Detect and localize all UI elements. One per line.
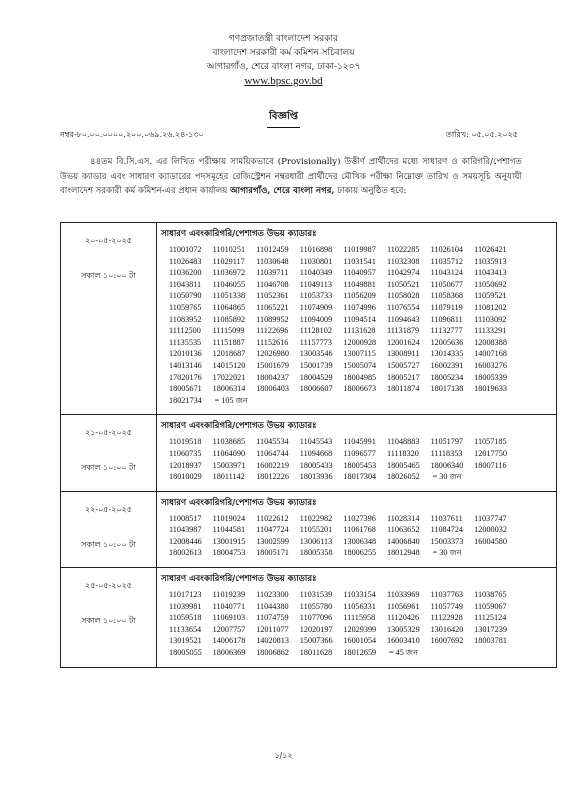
registration-number: 16004580	[474, 536, 507, 546]
registration-number: 18019633	[474, 384, 507, 394]
registration-number: 11089952	[256, 314, 289, 324]
registration-number: 11044380	[256, 601, 289, 611]
registration-number: 11053733	[299, 291, 333, 301]
registration-number: 11036200	[169, 268, 202, 278]
exam-time: সকাল ১০:০০ টা	[81, 463, 136, 473]
registration-number: 11074909	[299, 302, 333, 312]
registration-number: 11036972	[212, 268, 246, 278]
candidate-total: = 30 জন	[432, 548, 462, 558]
registration-number: 11151887	[212, 337, 245, 347]
registration-number: 17022021	[212, 372, 246, 382]
registration-number: 18011628	[299, 648, 333, 658]
page-number: ১/১২	[274, 751, 293, 760]
registration-number: 11069103	[212, 613, 246, 623]
registration-number: 11131879	[386, 326, 420, 336]
registration-number: 11035712	[430, 256, 464, 266]
exam-time: সকাল ১০:০০ টা	[81, 539, 136, 549]
registration-number: 11050692	[474, 279, 507, 289]
registration-number: 11040957	[343, 268, 376, 278]
registration-number: 11135535	[169, 337, 202, 347]
registration-number: 11055780	[299, 601, 333, 611]
registration-number: 18004985	[343, 372, 377, 382]
registration-number: 11094009	[299, 314, 333, 324]
registration-number: 18005055	[169, 648, 202, 658]
registration-number: 11056961	[386, 601, 420, 611]
registration-list-cell	[157, 491, 557, 567]
registration-line	[169, 314, 556, 326]
registration-number: 11037763	[430, 590, 464, 600]
registration-number: 18026052	[386, 472, 420, 482]
registration-number: 18005358	[299, 548, 333, 558]
registration-number: 11038685	[212, 437, 246, 447]
registration-number: 12017750	[474, 448, 507, 458]
registration-number: 11050521	[386, 279, 420, 289]
registration-number: 12000928	[343, 337, 377, 347]
registration-number: 15003373	[430, 536, 464, 546]
registration-number: 11131628	[343, 326, 376, 336]
registration-number: 11026421	[474, 245, 507, 254]
notice-title-wrap	[0, 104, 567, 128]
registration-number: 11001072	[169, 245, 202, 254]
registration-number: 11157773	[299, 337, 332, 347]
registration-number: 18006340	[430, 460, 464, 470]
registration-number: 13006348	[343, 536, 377, 546]
body-bold-location: আগারগাঁও, শেরে বাংলা নগর,	[230, 186, 335, 196]
registration-number: 12008388	[474, 337, 507, 347]
registration-number: 15005727	[386, 360, 420, 370]
registration-number: 18005671	[169, 384, 202, 394]
registration-number: 18012659	[343, 648, 377, 658]
registration-number: 18006862	[256, 648, 289, 658]
registration-number: 16003276	[474, 360, 507, 370]
registration-number: 11010251	[212, 245, 246, 254]
registration-number: 12011077	[256, 624, 289, 634]
registration-number: 11059067	[474, 601, 507, 611]
registration-number: 11045991	[343, 437, 376, 447]
registration-number: 18011142	[212, 472, 245, 482]
registration-number: 11045534	[256, 437, 289, 447]
registration-number: 15001739	[299, 360, 333, 370]
registration-number: 11043987	[169, 525, 202, 535]
body-end-text: ঢাকায় অনুষ্ঠিত হবে:	[334, 186, 407, 196]
office-address: আগারগাঁও, শেরে বাংলা নগর, ঢাকা-১২০৭	[206, 62, 361, 72]
cadre-group-label: সাধারণ এবংকারিগরি/পেশাগত উভয় ক্যাডারঃ	[161, 229, 317, 239]
schedule-table	[60, 222, 557, 668]
registration-number: 11017123	[169, 590, 202, 600]
registration-line	[169, 244, 556, 256]
registration-number: 11019239	[212, 590, 246, 600]
registration-number: 11094643	[386, 314, 420, 324]
registration-number: 11049113	[299, 279, 332, 289]
registration-number: 14013146	[169, 360, 202, 370]
registration-line	[169, 513, 556, 525]
registration-number: 11047724	[256, 525, 289, 535]
exam-date: ২০-০৫-২০২৫	[85, 236, 132, 245]
registration-number: 15005074	[343, 360, 377, 370]
registration-number: 11022982	[299, 513, 333, 523]
registration-line-last	[169, 395, 556, 407]
registration-line	[169, 290, 556, 302]
registration-number: 14020813	[256, 636, 289, 646]
registration-number: 12020197	[299, 624, 333, 634]
registration-number: 11030801	[299, 256, 333, 266]
registration-number: 11094514	[343, 314, 376, 324]
registration-number: 11035913	[474, 256, 507, 266]
registration-number: 12018937	[169, 460, 202, 470]
registration-number: 11030648	[256, 256, 289, 266]
registration-number: 11094668	[299, 448, 333, 458]
registration-line	[169, 601, 556, 613]
registration-number: 11040349	[299, 268, 333, 278]
registration-number: 18005453	[343, 460, 377, 470]
registration-number: 13003546	[299, 349, 333, 359]
registration-number: 11019518	[169, 437, 202, 447]
registration-number: 11029117	[212, 256, 245, 266]
government-name: গণপ্রজাতন্ত্রী বাংলাদেশ সরকার	[228, 34, 339, 44]
registration-line-last	[169, 547, 556, 559]
registration-number: 18005433	[299, 460, 333, 470]
registration-line	[169, 383, 556, 395]
registration-line	[169, 256, 556, 268]
registration-numbers	[157, 589, 556, 659]
registration-number: 11103092	[474, 314, 507, 324]
cadre-group-label: সাধারণ এবংকারিগরি/পেশাগত উভয় ক্যাডারঃ	[161, 497, 317, 508]
registration-number: 11132777	[430, 326, 463, 336]
registration-number: 11118353	[430, 448, 463, 458]
registration-number: 12000032	[474, 525, 507, 535]
registration-line	[169, 325, 556, 337]
registration-number: 12010136	[169, 349, 202, 359]
registration-list-cell	[157, 223, 557, 415]
registration-number: 11064744	[256, 448, 289, 458]
registration-number: 11079119	[430, 302, 463, 312]
registration-number: 18007116	[474, 460, 507, 470]
registration-number: 18006403	[256, 384, 289, 394]
registration-number: 11152616	[256, 337, 289, 347]
registration-number: 11038765	[474, 590, 507, 600]
notice-body	[60, 155, 522, 199]
registration-number: 18005234	[430, 372, 464, 382]
registration-number: 14015120	[212, 360, 246, 370]
registration-line	[169, 624, 556, 636]
registration-number: 17020176	[169, 372, 202, 382]
registration-number: 11128102	[299, 326, 332, 336]
registration-number: 11057185	[474, 437, 507, 447]
exam-date: ২২-০৫-২০২৫	[85, 504, 132, 514]
registration-number: 18005171	[256, 548, 289, 558]
registration-number: 15003971	[212, 460, 246, 470]
registration-number: 11043413	[474, 268, 507, 278]
registration-number: 11037747	[474, 513, 507, 523]
registration-line	[169, 436, 556, 448]
registration-line	[169, 460, 556, 472]
registration-number: 11056209	[343, 291, 376, 301]
registration-number: 11133291	[474, 326, 507, 336]
registration-number: 11120426	[386, 613, 420, 623]
registration-number: 11133654	[169, 624, 202, 634]
registration-number: 18006314	[212, 384, 246, 394]
website-link[interactable]: www.bpsc.gov.bd	[244, 75, 323, 87]
registration-number: 13005329	[386, 624, 420, 634]
registration-list-cell	[157, 415, 557, 491]
registration-number: 11023300	[256, 590, 289, 600]
exam-date: ২১-০৫-২০২৫	[85, 428, 132, 438]
registration-number: 14007168	[474, 349, 507, 359]
registration-number: 15007366	[299, 636, 333, 646]
registration-number: 11058028	[386, 291, 420, 301]
registration-number: 11039981	[169, 601, 202, 611]
registration-line	[169, 279, 556, 291]
registration-number: 11052361	[256, 291, 289, 301]
registration-number: 18004237	[256, 372, 289, 382]
registration-number: 11019024	[212, 513, 246, 523]
registration-number: 18006369	[212, 648, 246, 658]
registration-line	[169, 348, 556, 360]
registration-number: 11064090	[212, 448, 246, 458]
registration-number: 14006840	[386, 536, 420, 546]
registration-number: 11115958	[343, 613, 376, 623]
registration-number: 11046708	[256, 279, 289, 289]
registration-number: 11051797	[430, 437, 464, 447]
registration-number: 11074759	[256, 613, 289, 623]
registration-number: 11051338	[212, 291, 246, 301]
registration-line	[169, 448, 556, 460]
registration-numbers	[157, 244, 556, 406]
registration-number: 11063652	[386, 525, 420, 535]
registration-number: 11045543	[299, 437, 333, 447]
registration-number: 18004753	[212, 548, 246, 558]
registration-line	[169, 302, 556, 314]
registration-number: 11033154	[343, 590, 376, 600]
registration-number: 18004529	[299, 372, 333, 382]
registration-number: 11008517	[169, 513, 202, 523]
registration-number: 11122696	[256, 326, 289, 336]
registration-number: 11083952	[169, 314, 202, 324]
registration-number: 18012226	[256, 472, 289, 482]
registration-number: 16007692	[430, 636, 464, 646]
registration-number: 11012459	[256, 245, 289, 254]
registration-number: 11057749	[430, 601, 464, 611]
registration-number: 12005636	[430, 337, 464, 347]
schedule-row	[61, 491, 557, 567]
registration-number: 12008446	[169, 536, 202, 546]
registration-number: 11026483	[169, 256, 202, 266]
schedule-date-cell	[61, 491, 157, 567]
registration-number: 13001915	[212, 536, 246, 546]
registration-line	[169, 589, 556, 601]
registration-numbers	[157, 436, 556, 482]
schedule-date-cell	[61, 223, 157, 415]
registration-number: 11027396	[343, 513, 376, 523]
registration-number: 18012948	[386, 548, 420, 558]
registration-number: 11058368	[430, 291, 464, 301]
registration-number: 15001679	[256, 360, 289, 370]
registration-number: 11059521	[474, 291, 507, 301]
registration-number: 18013936	[299, 472, 333, 482]
schedule-row	[61, 415, 557, 491]
registration-number: 11056331	[343, 601, 376, 611]
registration-number: 14006178	[212, 636, 246, 646]
registration-number: 13014335	[430, 349, 464, 359]
registration-number: 18010029	[169, 472, 202, 482]
notice-title: বিজ্ঞপ্তি	[267, 109, 300, 128]
registration-number: 12001624	[386, 337, 420, 347]
registration-number: 13016420	[430, 624, 464, 634]
registration-number: 11085892	[212, 314, 246, 324]
registration-number: 13017239	[474, 624, 507, 634]
registration-number: 11096577	[343, 448, 376, 458]
registration-number: 11077096	[299, 613, 333, 623]
schedule-row	[61, 568, 557, 668]
registration-number: 11039711	[256, 268, 289, 278]
registration-number: 11026104	[430, 245, 464, 254]
exam-date: ২৫-০৫-২০২৫	[85, 581, 132, 591]
candidate-total: = 45 জন	[388, 648, 419, 658]
registration-number: 11022285	[386, 245, 420, 254]
registration-line	[169, 267, 556, 279]
registration-numbers	[157, 513, 556, 559]
registration-number: 12026980	[256, 349, 289, 359]
registration-number: 11048883	[386, 437, 420, 447]
registration-list-cell	[157, 568, 557, 668]
registration-number: 11076554	[386, 302, 420, 312]
registration-number: 11055201	[299, 525, 333, 535]
registration-number: 11060735	[169, 448, 202, 458]
body-main-text: ৪৪তম বি.সি.এস. এর লিখিত পরীক্ষায় সাময়িকভাবে (Provisionally) উত্তীর্ণ প্রার্থীদের মধ্যে সাধারণ ও কারিগরি/পেশাগত উভয় ক্যাডার এবং সাধারণ ক্যাডারের পদসমূহের রেজিস্ট্রেশন নম্বরধারী প্রার্থীদের মৌখিক পরীক্ষা নিম্নোক্ত তারিখ ও সময়সূচি অনুযায়ী বাংলাদেশ সরকারী কর্ম কমিশন-এর প্রধান কার্যালয়	[60, 157, 522, 196]
registration-number: 13002599	[256, 536, 289, 546]
registration-number: 12018687	[212, 349, 246, 359]
registration-number: 18021734	[169, 395, 202, 405]
registration-number: 11040771	[212, 601, 246, 611]
registration-number: 11050790	[169, 291, 202, 301]
registration-number: 18005339	[474, 372, 507, 382]
registration-number: 16002219	[256, 460, 289, 470]
registration-number: 11022612	[256, 513, 289, 523]
registration-number: 11044581	[212, 525, 246, 535]
registration-number: 13007115	[343, 349, 376, 359]
registration-number: 11059518	[169, 613, 202, 623]
cadre-group-label: সাধারণ এবংকারিগরি/পেশাগত উভয় ক্যাডারঃ	[161, 421, 317, 432]
registration-number: 11118320	[386, 448, 419, 458]
registration-number: 11016898	[299, 245, 333, 254]
registration-line	[169, 337, 556, 349]
registration-number: 11125124	[474, 613, 507, 623]
registration-number: 11033969	[386, 590, 420, 600]
schedule-row	[61, 223, 557, 415]
schedule-date-cell	[61, 568, 157, 668]
registration-number: 11028314	[386, 513, 420, 523]
registration-number: 13019521	[169, 636, 202, 646]
candidate-total: = 105 জন	[214, 395, 248, 405]
registration-number: 11043811	[169, 279, 202, 289]
cadre-group-label: সাধারণ এবংকারিগরি/পেশাগত উভয় ক্যাডারঃ	[161, 574, 317, 585]
registration-number: 11059765	[169, 302, 202, 312]
registration-number: 18003781	[474, 636, 507, 646]
candidate-total: = 30 জন	[432, 472, 462, 482]
registration-number: 18011874	[386, 384, 420, 394]
registration-line	[169, 612, 556, 624]
registration-number: 18006673	[343, 384, 377, 394]
registration-number: 11042974	[386, 268, 420, 278]
registration-line	[169, 372, 556, 384]
registration-number: 11122928	[430, 613, 463, 623]
registration-number: 11112500	[169, 326, 201, 336]
registration-number: 18017138	[430, 384, 464, 394]
registration-number: 11032308	[386, 256, 420, 266]
registration-number: 12007757	[212, 624, 246, 634]
registration-number: 18006255	[343, 548, 377, 558]
registration-number: 11065221	[256, 302, 289, 312]
reference-number: নম্বর-৮০.০০.০০০০.২০০.০৬৯.২৬.২৪-১৩০	[60, 130, 204, 139]
registration-number: 18017304	[343, 472, 377, 482]
registration-number: 18005465	[386, 460, 420, 470]
registration-number: 18006607	[299, 384, 333, 394]
registration-number: 18002613	[169, 548, 202, 558]
registration-number: 11064865	[212, 302, 246, 312]
schedule-date-cell	[61, 415, 157, 491]
registration-number: 16001054	[343, 636, 377, 646]
registration-number: 11031539	[299, 590, 333, 600]
registration-number: 11115099	[212, 326, 245, 336]
letterhead	[0, 32, 567, 88]
registration-number: 11019987	[343, 245, 376, 254]
registration-number: 11084724	[430, 525, 464, 535]
registration-number: 16002391	[430, 360, 464, 370]
registration-number: 11031541	[343, 256, 376, 266]
registration-line	[169, 635, 556, 647]
exam-time: সকাল ১০:০০ টা	[81, 271, 136, 280]
registration-number: 11043124	[430, 268, 464, 278]
notice-date: তারিখ: ০৫.০৫.২০২৫	[445, 130, 518, 139]
registration-number: 11074996	[343, 302, 376, 312]
registration-line	[169, 360, 556, 372]
registration-number: 12029399	[343, 624, 377, 634]
registration-number: 11037611	[430, 513, 463, 523]
registration-number: 13008911	[386, 349, 420, 359]
registration-number: 18005217	[386, 372, 420, 382]
registration-number: 11096811	[430, 314, 463, 324]
registration-line-last	[169, 647, 556, 659]
registration-number: 13006113	[299, 536, 333, 546]
commission-name: বাংলাদেশ সরকারী কর্ম কমিশন সচিবালয়	[212, 48, 355, 58]
reference-line	[60, 129, 518, 142]
registration-number: 11061768	[343, 525, 376, 535]
registration-number: 11050677	[430, 279, 464, 289]
exam-time: সকাল ১০:০০ টা	[81, 616, 136, 626]
registration-number: 11081202	[474, 302, 507, 312]
registration-number: 16003410	[386, 636, 420, 646]
registration-number: 11049881	[343, 279, 376, 289]
registration-line	[169, 536, 556, 548]
registration-number: 11046055	[212, 279, 246, 289]
registration-line	[169, 524, 556, 536]
registration-line-last	[169, 471, 556, 483]
